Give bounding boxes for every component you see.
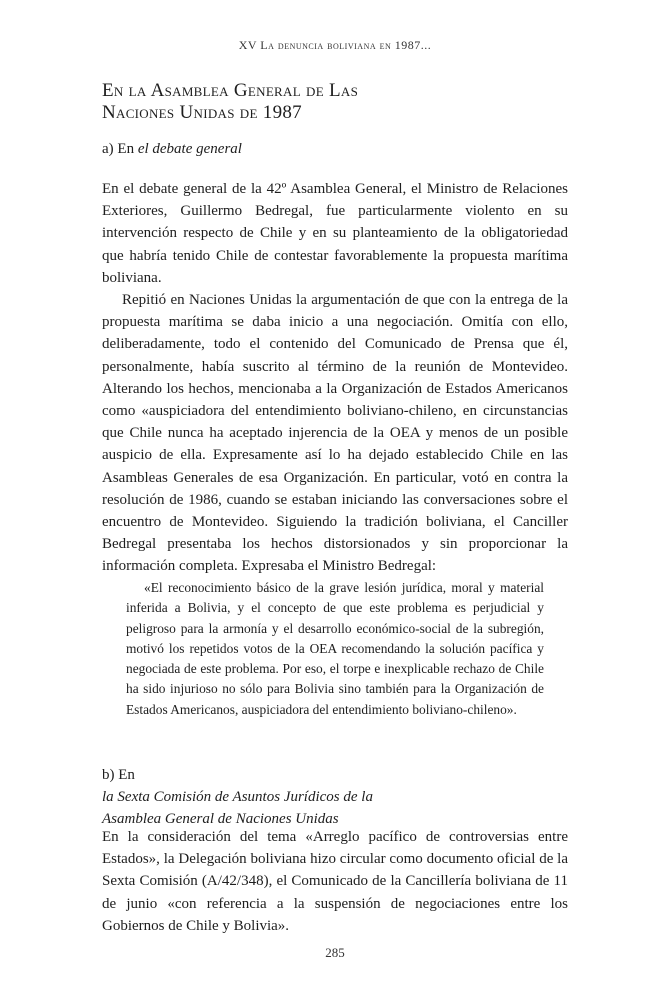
subsection-a-prefix: a) En — [102, 141, 138, 157]
subsection-b-italic-1: la Sexta Comisión de Asuntos Jurídicos de la — [102, 789, 373, 805]
block-quote — [126, 578, 544, 720]
section-title-line-2: Naciones Unidas de 1987 — [102, 102, 302, 123]
section-title-line-1: En la Asamblea General de Las — [102, 80, 359, 101]
body-block-1 — [102, 178, 568, 578]
paragraph-2: Repitió en Naciones Unidas la argumentación de que con la entrega de la propuesta marítima se daba inicio a una negociación. Omitía con ello, deliberadamente, todo el contenido del Comunicado de Prensa que él, personalmente, había suscrito al término de la reunión de Montevideo. Alterando los hechos, mencionaba a la Organización de Estados Americanos como «auspiciadora del entendimiento boliviano-chileno, en circunstancias que Chile nunca ha aceptado injerencia de la OEA y menos de un posible auspicio de ella. Expresamente así lo ha dejado establecido Chile en las Asambleas Generales de esa Organización. En particular, votó en contra la resolución de 1986, cuando se estaban iniciando las conversaciones sobre el encuentro de Montevideo. Siguiendo la tradición boliviana, el Canciller Bedregal presentaba los hechos distorsionados y sin proporcionar la información completa. Expresaba el Ministro Bedregal: — [102, 292, 568, 575]
page-number: 285 — [325, 945, 345, 960]
subsection-b-line-1 — [102, 764, 568, 808]
subsection-b-prefix: b) En — [102, 767, 135, 783]
running-head: XV La denuncia boliviana en 1987... — [238, 38, 432, 52]
subsection-a-heading — [102, 138, 568, 160]
paragraph-3: En la consideración del tema «Arreglo pacífico de controversias entre Estados», la Delegación boliviana hizo circular como documento oficial de la Sexta Comisión (A/42/348), el Comunicado de la Cancillería boliviana de 11 de junio «con referencia a la suspensión de negociaciones entre los Gobiernos de Chile y Bolivia». — [102, 829, 568, 934]
subsection-b-heading — [102, 764, 568, 830]
paragraph-1: En el debate general de la 42º Asamblea General, el Ministro de Relaciones Exteriores, Guillermo Bedregal, fue particularmente violento en su intervención respecto de Chile y en su planteamiento de la obligatoriedad que habría tenido Chile de contestar favorablemente la propuesta marítima boliviana. — [102, 181, 568, 286]
subsection-a-italic: el debate general — [137, 141, 242, 157]
quote-text: «El reconocimiento básico de la grave lesión jurídica, moral y material inferida a Bolivia, y el concepto de que este problema es perjudicial y peligroso para la armonía y el desarrollo económico-social de la subregión, motivó los repetidos votos de la OEA recomendando la solución pacífica y negociada de este problema. Por eso, el torpe e inexplicable rechazo de Chile ha sido injurioso no sólo para Bolivia sino también para la Organización de Estados Americanos, auspiciadora del entendimiento boliviano-chileno». — [126, 580, 544, 717]
subsection-b-italic-2: Asamblea General de Naciones Unidas — [102, 811, 339, 827]
body-block-2 — [102, 826, 568, 937]
section-title — [102, 80, 568, 124]
